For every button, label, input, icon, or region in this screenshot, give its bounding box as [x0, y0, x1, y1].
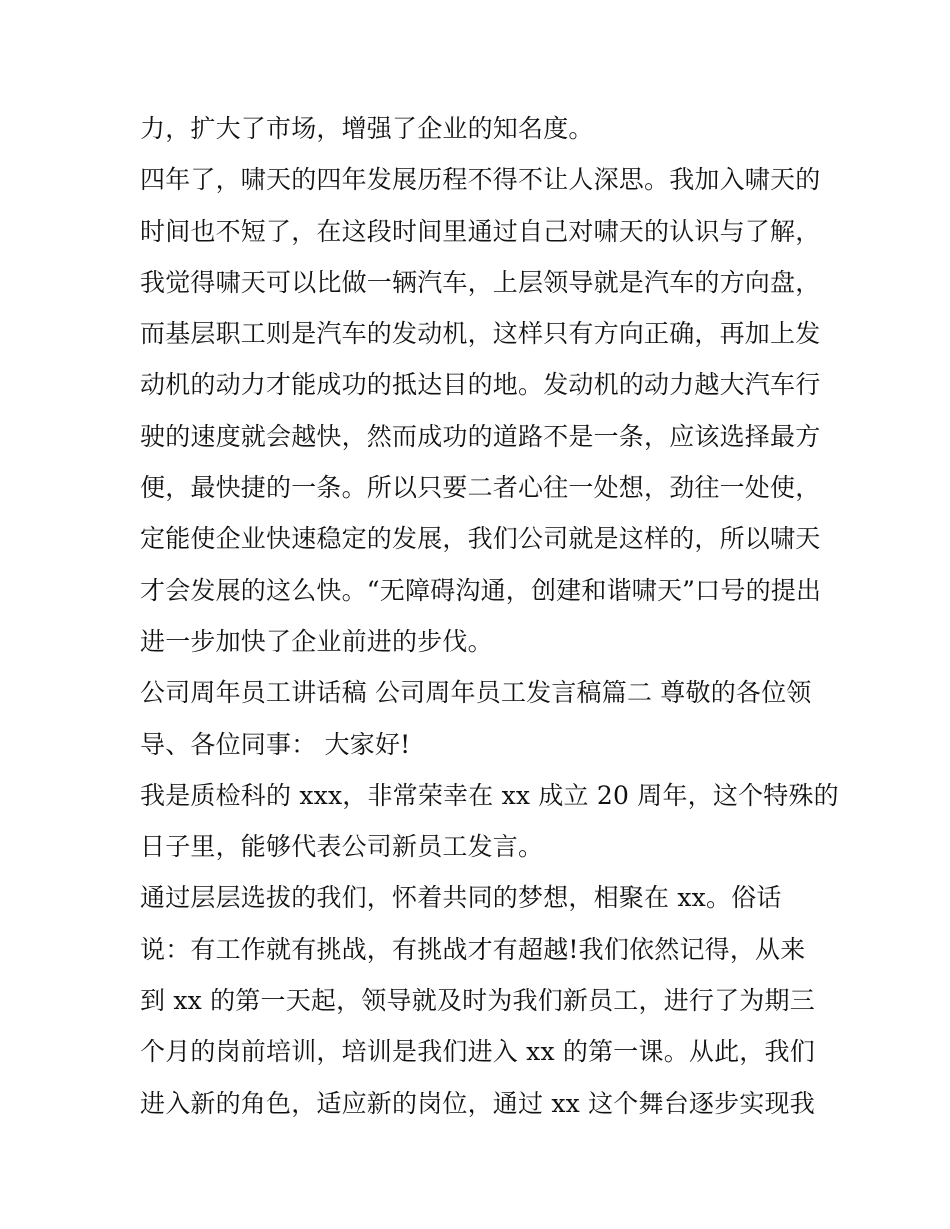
text-line: 说：有工作就有挑战，有挑战才有超越!我们依然记得，从来: [140, 934, 806, 964]
text-line: 进一步加快了企业前进的步伐。: [140, 626, 493, 656]
text-line: 进入新的角色，适应新的岗位，通过 xx 这个舞台逐步实现我: [140, 1088, 815, 1118]
text-line: 便，最快捷的一条。所以只要二者心往一处想，劲往一处使，: [140, 473, 821, 503]
text-line: 驶的速度就会越快，然而成功的道路不是一条，应该选择最方: [140, 421, 821, 451]
text-line: 动机的动力才能成功的抵达目的地。发动机的动力越大汽车行: [140, 370, 821, 400]
text-line: 通过层层选拔的我们，怀着共同的梦想，相聚在 xx。俗话: [140, 883, 782, 913]
text-line: 我是质检科的 xxx，非常荣幸在 xx 成立 20 周年，这个特殊的: [140, 780, 839, 810]
text-line: 导、各位同事： 大家好!: [140, 729, 411, 759]
text-line: 我觉得啸天可以比做一辆汽车，上层领导就是汽车的方向盘，: [140, 267, 821, 297]
document-body: [140, 103, 839, 1129]
text-line: 而基层职工则是汽车的发动机，这样只有方向正确，再加上发: [140, 319, 821, 349]
text-line: 力，扩大了市场，增强了企业的知名度。: [140, 114, 594, 143]
text-line: 定能使企业快速稳定的发展，我们公司就是这样的，所以啸天: [140, 524, 821, 554]
text-line: 才会发展的这么快。“无障碍沟通，创建和谐啸天”口号的提出: [140, 575, 822, 605]
section-heading-line: 公司周年员工讲话稿 公司周年员工发言稿篇二 尊敬的各位领: [140, 678, 812, 708]
text-line: 到 xx 的第一天起，领导就及时为我们新员工，进行了为期三: [140, 986, 815, 1016]
text-line: 个月的岗前培训，培训是我们进入 xx 的第一课。从此，我们: [140, 1037, 815, 1067]
text-line: 日子里，能够代表公司新员工发言。: [140, 832, 544, 862]
text-line: 时间也不短了，在这段时间里通过自己对啸天的认识与了解，: [140, 216, 821, 246]
text-line: 四年了，啸天的四年发展历程不得不让人深思。我加入啸天的: [140, 165, 821, 195]
